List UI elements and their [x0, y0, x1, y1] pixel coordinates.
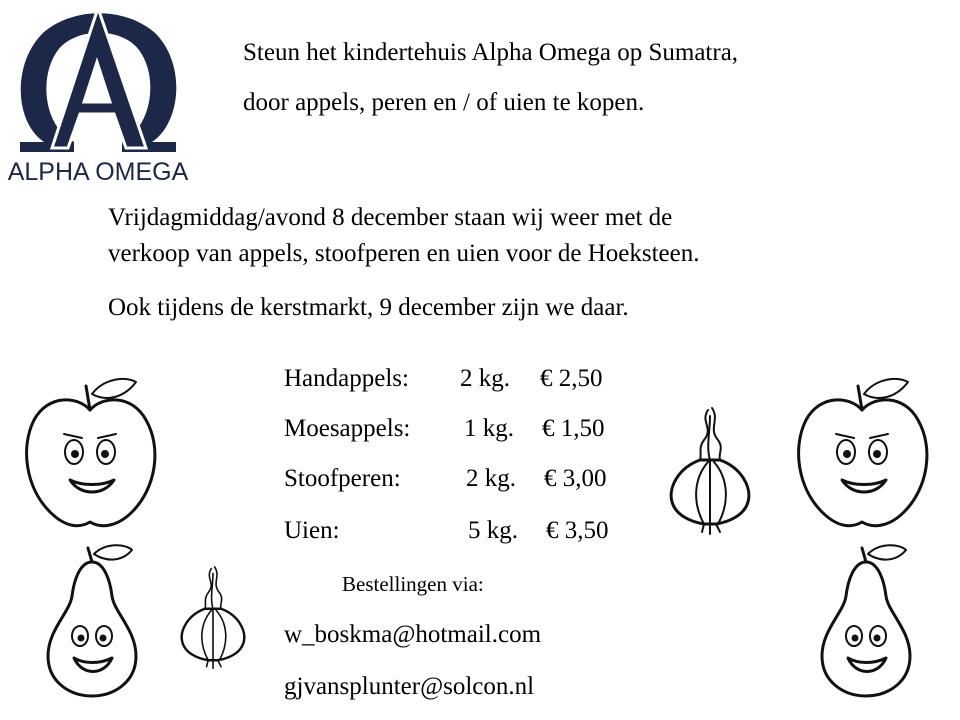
order-email-2[interactable]: gjvansplunter@solcon.nl [284, 673, 535, 700]
product-price: € 3,50 [546, 517, 609, 544]
price-row-stoofperen [284, 464, 644, 494]
price-row-uien [284, 516, 644, 546]
apple-icon [792, 372, 934, 536]
apple-icon [20, 372, 162, 536]
product-name: Moesappels: [284, 415, 411, 442]
product-quantity: 2 kg. [466, 465, 516, 492]
intro-line-2: door appels, peren en / of uien te kopen. [243, 89, 645, 116]
onion-icon [664, 402, 756, 536]
pear-icon [814, 540, 918, 700]
intro-line-1: Steun het kindertehuis Alpha Omega op Sumatra, [243, 39, 739, 66]
pear-icon [40, 540, 144, 700]
order-email-1[interactable]: w_boskma@hotmail.com [284, 621, 542, 648]
onion-icon [176, 560, 250, 672]
product-quantity: 1 kg. [464, 415, 514, 442]
product-price: € 3,00 [544, 465, 607, 492]
product-quantity: 2 kg. [460, 365, 510, 392]
alpha-omega-logo [4, 2, 192, 188]
price-row-moesappels [284, 414, 644, 444]
product-name: Stoofperen: [284, 465, 401, 492]
product-price: € 2,50 [540, 365, 603, 392]
announcement-line-1: Vrijdagmiddag/avond 8 december staan wij weer met de [108, 204, 673, 231]
order-label: Bestellingen via: [342, 572, 484, 596]
product-name: Uien: [284, 517, 340, 544]
product-price: € 1,50 [542, 415, 605, 442]
product-name: Handappels: [284, 365, 409, 392]
product-quantity: 5 kg. [468, 517, 518, 544]
announcement-line-2: verkoop van appels, stoofperen en uien voor de Hoeksteen. [108, 240, 700, 267]
price-row-handappels [284, 364, 644, 394]
announcement-line-3: Ook tijdens de kerstmarkt, 9 december zijn we daar. [108, 294, 629, 321]
logo-text: ALPHA OMEGA [7, 158, 189, 186]
